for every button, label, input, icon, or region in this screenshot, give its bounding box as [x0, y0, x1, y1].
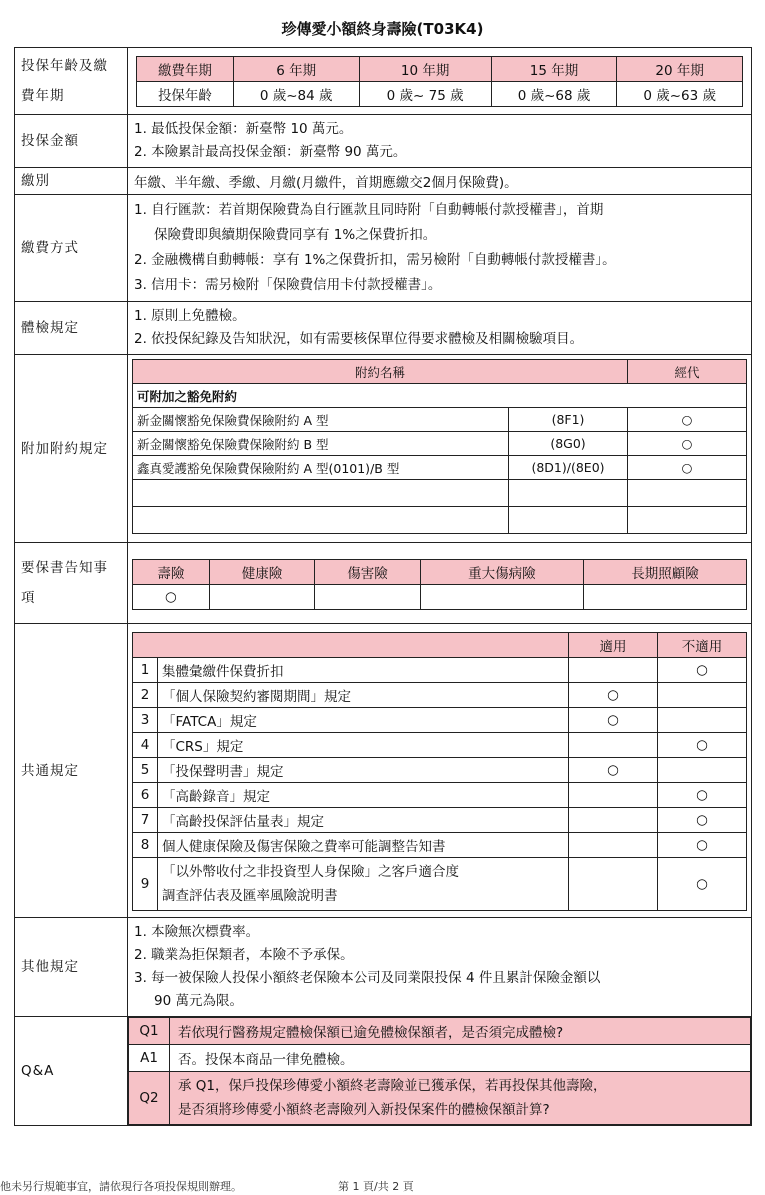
payment-row [15, 195, 752, 302]
common-text: 「投保聲明書」規定 [158, 758, 569, 783]
common-text: 集體彙繳件保費折扣 [158, 658, 569, 683]
common-yes: ○ [569, 708, 658, 733]
notice-mark [209, 584, 315, 609]
common-no-mark [658, 708, 747, 733]
rider-mark: ○ [628, 456, 747, 480]
common-yes [569, 833, 658, 858]
age-table [136, 56, 743, 107]
age-head: 投保年齡 [137, 81, 234, 106]
common-item [133, 783, 747, 808]
common-yes: ○ [569, 683, 658, 708]
common-no-mark: ○ [658, 733, 747, 758]
other-label: 其他規定 [15, 918, 128, 1017]
amount-item: 2. 本險累計最高投保金額：新臺幣 90 萬元。 [134, 144, 407, 160]
common-text: 個人健康保險及傷害保險之費率可能調整告知書 [158, 833, 569, 858]
common-label: 共通規定 [15, 624, 128, 918]
common-yes: ○ [569, 758, 658, 783]
notice-mark: ○ [133, 584, 210, 609]
notice-mark [315, 584, 421, 609]
notice-head: 傷害險 [315, 559, 421, 584]
rider-head-name: 附約名稱 [133, 360, 628, 384]
common-item [133, 658, 747, 683]
common-head-yes: 適用 [569, 633, 658, 658]
period-20: 20 年期 [617, 56, 743, 81]
qa-table [128, 1017, 751, 1125]
exam-row [15, 302, 752, 355]
common-no-mark: ○ [658, 833, 747, 858]
period-10: 10 年期 [359, 56, 491, 81]
other-item: 2. 職業為拒保類者，本險不予承保。 [134, 947, 354, 963]
age-6: 0 歲~84 歲 [233, 81, 359, 106]
rider-group: 可附加之豁免附約 [133, 384, 747, 408]
rider-code: (8D1)/(8E0) [509, 456, 628, 480]
amount-item: 1. 最低投保金額：新臺幣 10 萬元。 [134, 121, 353, 137]
notice-head: 重大傷病險 [420, 559, 583, 584]
rider-row [15, 355, 752, 543]
exam-item: 1. 原則上免體檢。 [134, 308, 246, 324]
common-table [132, 632, 747, 911]
rider-table [132, 359, 747, 534]
other-item: 1. 本險無次標費率。 [134, 924, 260, 940]
common-text: 「高齡投保評估量表」規定 [158, 808, 569, 833]
qa-id: Q2 [129, 1072, 170, 1125]
common-no-mark: ○ [658, 808, 747, 833]
common-yes [569, 658, 658, 683]
notice-mark [583, 584, 746, 609]
footer [0, 1178, 414, 1194]
exam-label: 體檢規定 [15, 302, 128, 355]
common-item [133, 833, 747, 858]
payment-item: 1. 自行匯款：若首期保險費為自行匯款且同時附「自動轉帳付款授權書」，首期 [134, 202, 604, 218]
other-item-cont: 90 萬元為限。 [154, 993, 243, 1009]
notice-head: 長期照顧險 [583, 559, 746, 584]
qa-question: 承 Q1，保戶投保珍傳愛小額終老壽險並已獲承保，若再投保其他壽險， [178, 1078, 607, 1094]
common-item [133, 858, 747, 911]
age-10: 0 歲~ 75 歲 [359, 81, 491, 106]
common-item [133, 708, 747, 733]
common-text: 「高齡錄音」規定 [158, 783, 569, 808]
rider-code: (8F1) [509, 408, 628, 432]
notice-head: 壽險 [133, 559, 210, 584]
rider-name: 新金關懷豁免保險費保險附約 B 型 [133, 432, 509, 456]
page-number: 第 1 頁/共 2 頁 [338, 1180, 414, 1193]
payment-item: 2. 金融機構自動轉帳：享有 1%之保費折扣，需另檢附「自動轉帳付款授權書」。 [134, 252, 616, 268]
mode-label: 繳別 [15, 168, 128, 195]
common-text: 「以外幣收付之非投資型人身保險」之客戶適合度 [162, 864, 459, 880]
qa-label: Q&A [15, 1017, 128, 1126]
exam-item: 2. 依投保紀錄及告知狀況，如有需要核保單位得要求體檢及相關檢驗項目。 [134, 331, 584, 347]
common-no-mark [658, 683, 747, 708]
rider-code: (8G0) [509, 432, 628, 456]
common-item [133, 683, 747, 708]
notice-head: 健康險 [209, 559, 315, 584]
common-item [133, 733, 747, 758]
payment-label: 繳費方式 [15, 195, 128, 302]
common-no: 4 [133, 733, 158, 758]
payment-item-cont: 保險費即與續期保險費同享有 1%之保費折扣。 [154, 227, 437, 243]
rider-label: 附加附約規定 [15, 355, 128, 543]
common-no: 6 [133, 783, 158, 808]
age-20: 0 歲~63 歲 [617, 81, 743, 106]
rider-mark: ○ [628, 408, 747, 432]
rider-name: 新金關懷豁免保險費保險附約 A 型 [133, 408, 509, 432]
rider-head-agent: 經代 [628, 360, 747, 384]
mode-text: 年繳、半年繳、季繳、月繳(月繳件，首期應繳交2個月保險費)。 [128, 168, 752, 195]
other-row [15, 918, 752, 1017]
mode-row [15, 168, 752, 195]
common-no: 9 [133, 858, 158, 911]
notice-row [15, 543, 752, 624]
common-no: 7 [133, 808, 158, 833]
notice-label: 要保書告知事項 [15, 543, 128, 624]
common-text: 「FATCA」規定 [158, 708, 569, 733]
common-yes [569, 733, 658, 758]
period-head: 繳費年期 [137, 56, 234, 81]
common-no-mark [658, 758, 747, 783]
qa-id: Q1 [129, 1018, 170, 1045]
notice-mark [420, 584, 583, 609]
qa-row [15, 1017, 752, 1126]
rider-item [133, 432, 747, 456]
common-no: 2 [133, 683, 158, 708]
qa-answer: 否。投保本商品一律免體檢。 [170, 1045, 751, 1072]
notice-table [132, 559, 747, 610]
common-no: 1 [133, 658, 158, 683]
common-no-mark: ○ [658, 858, 747, 911]
age-row [15, 48, 752, 115]
common-text-cont: 調查評估表及匯率風險說明書 [162, 888, 338, 904]
common-item [133, 808, 747, 833]
common-row [15, 624, 752, 918]
common-no: 3 [133, 708, 158, 733]
common-no: 5 [133, 758, 158, 783]
qa-question-cont: 是否須將珍傳愛小額終老壽險列入新投保案件的體檢保額計算? [178, 1102, 550, 1118]
amount-row [15, 115, 752, 168]
common-yes [569, 808, 658, 833]
qa-question: 若依現行醫務規定體檢保額已逾免體檢保額者，是否須完成體檢? [170, 1018, 751, 1045]
rider-item [133, 456, 747, 480]
common-item [133, 758, 747, 783]
common-text: 「CRS」規定 [158, 733, 569, 758]
common-no: 8 [133, 833, 158, 858]
footer-note: 他未另行規範事宜，請依現行各項投保規則辦理。 [0, 1180, 242, 1193]
other-item: 3. 每一被保險人投保小額終老保險本公司及同業限投保 4 件且累計保險金額以 [134, 970, 601, 986]
rider-item [133, 408, 747, 432]
common-no-mark: ○ [658, 658, 747, 683]
period-15: 15 年期 [491, 56, 617, 81]
qa-id: A1 [129, 1045, 170, 1072]
common-no-mark: ○ [658, 783, 747, 808]
common-text: 「個人保險契約審閱期間」規定 [158, 683, 569, 708]
period-6: 6 年期 [233, 56, 359, 81]
age-label: 投保年齡及繳費年期 [15, 48, 128, 115]
common-head-no: 不適用 [658, 633, 747, 658]
rider-name: 鑫真愛護豁免保險費保險附約 A 型(0101)/B 型 [133, 456, 509, 480]
amount-label: 投保金額 [15, 115, 128, 168]
payment-item: 3. 信用卡：需另檢附「保險費信用卡付款授權書」。 [134, 277, 442, 293]
page-title: 珍傳愛小額終身壽險(T03K4) [281, 20, 484, 38]
rules-table [14, 47, 752, 1126]
age-15: 0 歲~68 歲 [491, 81, 617, 106]
common-yes [569, 783, 658, 808]
rider-mark: ○ [628, 432, 747, 456]
